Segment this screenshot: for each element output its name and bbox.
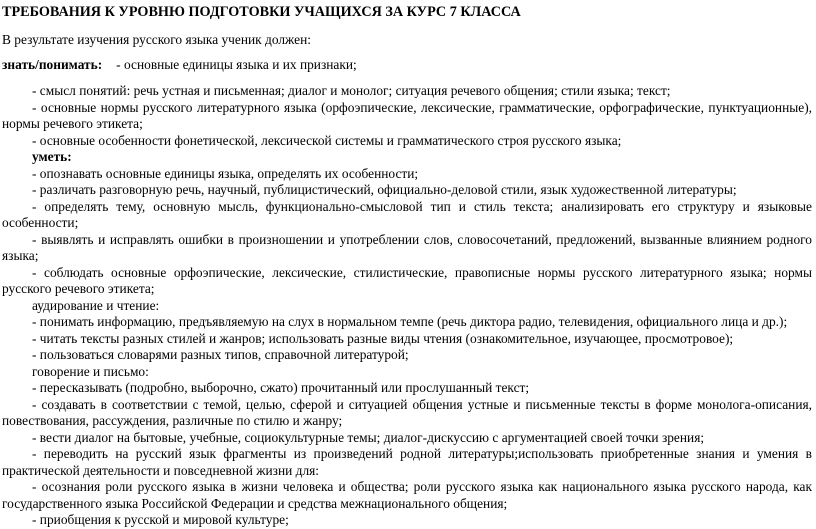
document-title: ТРЕБОВАНИЯ К УРОВНЮ ПОДГОТОВКИ УЧАЩИХСЯ ЗА КУРС 7 КЛАССА: [2, 4, 521, 20]
speak-item: - осознания роли русского языка в жизни человека и общества; роли русского языка как национального языка русского народа, как государственного языка Российской Федерации и средства межнационального общения;: [2, 479, 812, 511]
listen-label: аудирование и чтение:: [32, 297, 160, 313]
can-item: - выявлять и исправлять ошибки в произношении и употреблении слов, словосочетаний, предложений, вызванные влиянием родного языка;: [2, 231, 812, 263]
speak-item: - переводить на русский язык фрагменты из произведений родной литературы;использовать приобретенные знания и умения в практической деятельности и повседневной жизни для:: [2, 446, 812, 478]
know-first-item: - основные единицы языка и их признаки;: [116, 57, 357, 72]
can-item: - различать разговорную речь, научный, публицистический, официально-деловой стили, язык художественной литературы;: [32, 182, 737, 197]
can-item: - определять тему, основную мысль, функционально-смысловой тип и стиль текста; анализировать его структуру и языковые особенности;: [2, 198, 812, 230]
intro-text: В результате изучения русского языка ученик должен:: [2, 32, 311, 47]
know-heading-row: [2, 57, 812, 73]
speak-item: - создавать в соответствии с темой, целью, сферой и ситуацией общения устные и письменные тексты в форме монолога-описания, повествования, рассуждения, различные по стилю и жанру;: [2, 396, 812, 428]
speak-item: - вести диалог на бытовые, учебные, социокультурные темы; диалог-дискуссию с аргументацией своей точки зрения;: [32, 429, 705, 445]
listen-item: - пользоваться словарями разных типов, справочной литературой;: [32, 347, 409, 362]
know-item: - основные нормы русского литературного языка (орфоэпические, лексические, грамматические, орфографические, пунктуационные), нормы речевого этикета;: [2, 99, 812, 131]
speak-item: - приобщения к русской и мировой культуре;: [32, 512, 289, 527]
can-item: - соблюдать основные орфоэпические, лексические, стилистические, правописные нормы русского литературного языка; нормы русского речевого этикета;: [2, 264, 812, 296]
know-item: - основные особенности фонетической, лексической системы и грамматического строя русского языка;: [32, 132, 622, 148]
listen-item: - читать тексты разных стилей и жанров; использовать разные виды чтения (ознакомительное, изучающее, просмотровое);: [32, 330, 734, 346]
listen-item: - понимать информацию, предъявляемую на слух в нормальном темпе (речь диктора радио, телевидения, официального лица и др.);: [32, 314, 788, 329]
know-label: знать/понимать:: [2, 57, 103, 72]
speak-item: - пересказывать (подробно, выборочно, сжато) прочитанный или прослушанный текст;: [32, 380, 530, 395]
can-item: - опознавать основные единицы языка, определять их особенности;: [32, 165, 419, 181]
speak-label: говорение и письмо:: [32, 363, 149, 379]
can-label: уметь:: [32, 149, 72, 164]
know-item: - смысл понятий: речь устная и письменная; диалог и монолог; ситуация речевого общения; стили языка; текст;: [32, 83, 671, 98]
